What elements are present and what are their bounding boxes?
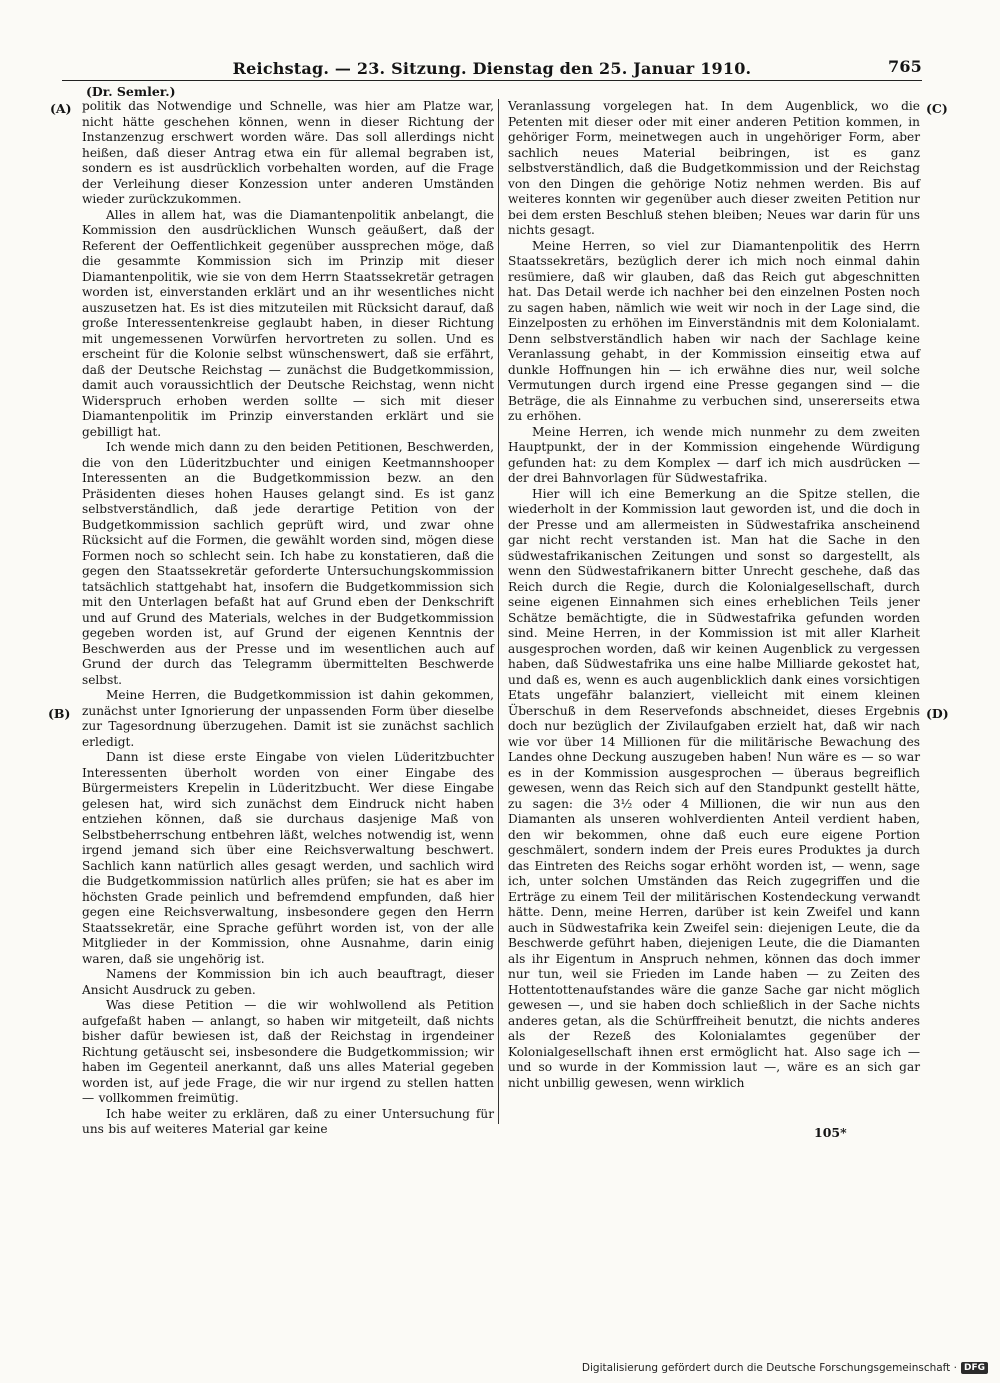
footer-text: Digitalisierung gefördert durch die Deutsche Forschungsgemeinschaft · — [581, 1362, 957, 1374]
paragraph: Alles in allem hat, was die Diamantenpolitik anbelangt, die Kommission den ausdrücklichen Wunsch geäußert, daß der Referent der Oeffentlichkeit gegenüber aussprechen möge, daß die gesammte Kommission sich im Prinzip mit dieser Diamantenpolitik, wie sie von dem Herrn Staatssekretär getragen worden ist, einverstanden erklärt und an ihr wesentliches nicht auszusetzen hat. Es ist dies mitzuteilen mit Rücksicht darauf, daß große Interessentenkreise geglaubt haben, in dieser Richtung mit ungemessenen Vorwürfen hervortreten zu sollen. Und es erscheint für die Kolonie selbst wünschenswert, daß sie erfährt, daß der Deutsche Reichstag — zunächst die Budgetkommission, damit auch voraussichtlich der Deutsche Reichstag, wenn nicht Widerspruch erhoben werden sollte — sich mit dieser Diamantenpolitik im Prinzip einverstanden erklärt und sie gebilligt hat. — [82, 207, 494, 439]
paragraph: Ich wende mich dann zu den beiden Petitionen, Beschwerden, die von den Lüderitzbuchter und einigen Keetmannshooper Interessenten an die Budgetkommission bezw. an den Präsidenten dieses hohen Hauses gelangt sind. Es ist ganz selbstverständlich, daß jede derartige Petition von der Budgetkommission sachlich geprüft wird, und zwar ohne Rücksicht auf die Formen, die gewählt worden sind, mögen diese Formen noch so schlecht sein. Ich habe zu konstatieren, daß die gegen den Staatssekretär geforderte Untersuchungskommission tatsächlich stattgehabt hat, insofern die Budgetkommission sich mit den Unterlagen befaßt hat auf Grund eben der Denkschrift und auf Grund des Materials, welches in der Budgetkommission gegeben worden ist, auf Grund der eigenen Kenntnis der Beschwerden aus der Presse und im wesentlichen auch auf Grund der durch das Telegramm übermittelten Beschwerde selbst. — [82, 440, 495, 687]
column-divider — [498, 99, 499, 1124]
paragraph: Meine Herren, so viel zur Diamantenpolitik des Herrn Staatssekretärs, bezüglich derer ich mich noch einmal dahin resümiere, daß wir glauben, daß das Reich gut abgeschnitten hat. Das Detail werde ich nachher bei den einzelnen Posten noch zu sagen haben, nämlich wie weit wir noch in der Lage sind, die Einzelposten zu erhöhen im Einverständnis mit dem Kolonialamt. Denn selbstverständlich haben wir nach der Sachlage keine Veranlassung gehabt, in der Kommission einseitig etwa auf dunkle Hoffnungen hin — ich erwähne dies nur, weil solche Vermutungen durch irgend eine Presse gegangen sind — die Beträge, die als Einnahme zu verbuchen sind, unsererseits etwa zu erhöhen. — [508, 238, 920, 423]
page-number: 765 — [888, 57, 922, 76]
running-header — [62, 52, 922, 78]
paragraph: Meine Herren, die Budgetkommission ist dahin gekommen, zunächst unter Ignorierung der unpassenden Form über dieselbe zur Tagesordnung überzugehen. Damit ist sie zunächst sachlich erledigt. — [82, 688, 494, 749]
margin-marker-a: (A) — [50, 101, 72, 116]
header-rule — [62, 80, 922, 81]
footer — [582, 1360, 988, 1376]
signature-mark: 105* — [814, 1125, 847, 1140]
margin-marker-c: (C) — [926, 101, 948, 116]
header-title: Reichstag. — 23. Sitzung. Dienstag den 25. Januar 1910. — [232, 59, 752, 78]
paragraph: Meine Herren, ich wende mich nunmehr zu dem zweiten Hauptpunkt, der in der Kommission eingehende Würdigung gefunden hat: zu dem Komplex — darf ich mich ausdrücken — der drei Bahnvorlagen für Südwestafrika. — [508, 424, 920, 485]
right-column — [508, 99, 920, 1124]
speaker-label: (Dr. Semler.) — [86, 84, 176, 99]
paragraph: Was diese Petition — die wir wohlwollend als Petition aufgefaßt haben — anlangt, so haben wir mitgeteilt, daß nichts bisher dafür bewiesen ist, daß der Reichstag in irgendeiner Richtung getäuscht sei, insbesondere die Budgetkommission; wir haben im Gegenteil anerkannt, daß uns alles Material gegeben worden ist, auf jede Frage, die wir nur irgend zu stellen hatten — vollkommen freimütig. — [82, 998, 494, 1105]
margin-marker-d: (D) — [926, 706, 949, 721]
paragraph: Hier will ich eine Bemerkung an die Spitze stellen, die wiederholt in der Kommission laut geworden ist, und die doch in der Presse und am allermeisten in Südwestafrika anscheinend gar nicht recht verstanden ist. Man hat die Sache in den südwestafrikanischen Zeitungen und sonst so dargestellt, als wenn den Südwestafrikanern bitter Unrecht geschehe, daß das Reich durch die Regie, durch die Kolonialgesellschaft, durch seine eigenen Einnahmen sich eines erheblichen Teils jener Schätze bemächtigte, die in Südwestafrika gefunden worden sind. Meine Herren, in der Kommission ist mit aller Klarheit ausgesprochen worden, daß wir keinen Augenblick zu vergessen haben, daß Südwestafrika uns eine halbe Milliarde gekostet hat, und daß es, wenn es auch augenblicklich dank eines vorsichtigen Etats ungefähr balanziert, vielleicht mit einem kleinen Überschuß in dem Reservefonds abschneidet, dieses Ergebnis doch nur bezüglich der Zivilaufgaben erzielt hat, daß wir nach wie vor über 14 Millionen für die militärische Bewachung des Landes ohne Deckung auszugeben haben! Nun wäre es — so war es in der Kommission ausgesprochen — überaus begreiflich gewesen, wenn das Reich sich auf den Standpunkt gestellt hätte, zu sagen: die 3½ oder 4 Millionen, die wir nun aus den Diamanten als unseren wohlverdienten Anteil verdient haben, den wir bekommen, ohne daß euch eure eigene Portion geschmälert, sondern indem der Preis eures Produktes ja durch das Eintreten des Reichs sogar erhöht worden ist, — wenn, sage ich, unter solchen Umständen das Reich zugegriffen und die Erträge zu einem Teil der militärischen Kostendeckung verwandt hätte. Denn, meine Herren, darüber ist kein Zweifel und kann auch in Südwestafrika kein Zweifel sein: diejenigen Leute, die da Beschwerde geführt haben, diejenigen Leute, die die Diamanten als ihr Eigentum in Anspruch nehmen, können das doch immer nur tun, weil sie Frieden im Lande haben — zu Zeiten des Hottentottenaufstandes wäre die ganze Sache gar nicht möglich gewesen —, und sie haben doch schließlich in der Sache nichts anderes getan, als die Schürffreiheit benutzt, die nichts anderes als der Rezeß des Kolonialamtes gegenüber der Kolonialgesellschaft ihnen erst ermöglicht hat. Also sage ich — und so wurde in der Kommission laut —, wäre es an sich gar nicht unbillig gewesen, wenn wirklich — [508, 486, 920, 1090]
paragraph: Dann ist diese erste Eingabe von vielen Lüderitzbuchter Interessenten überholt worden von einer Eingabe des Bürgermeisters Krepelin in Lüderitzbucht. Wer diese Eingabe gelesen hat, wird sich zunächst dem Eindruck nicht haben entziehen können, daß sie durchaus dasjenige Maß von Selbstbeherrschung entbehren läßt, welches notwendig ist, wenn irgend jemand sich über eine Reichsverwaltung beschwert. Sachlich kann natürlich alles gesagt werden, und sachlich wird die Budgetkommission natürlich alles prüfen; sie hat es aber im höchsten Grade peinlich und befremdend empfunden, daß hier gegen eine Reichsverwaltung, insbesondere gegen den Herrn Staatssekretär, eine Sprache geführt worden ist, von der alle Mitglieder in der Kommission, ohne Ausnahme, darin einig waren, daß sie ungehörig ist. — [82, 750, 494, 966]
paragraph: Ich habe weiter zu erklären, daß zu einer Untersuchung für uns bis auf weiteres Material gar keine — [82, 1106, 494, 1136]
paragraph: Namens der Kommission bin ich auch beauftragt, dieser Ansicht Ausdruck zu geben. — [82, 967, 494, 997]
paragraph: politik das Notwendige und Schnelle, was hier am Platze war, nicht hätte geschehen können, wenn in dieser Richtung der Instanzenzug erschwert worden wäre. Das soll allerdings nicht heißen, daß dieser Antrag etwa ein für allemal begraben ist, sondern es ist ausdrücklich vorbehalten worden, auf die Frage der Verleihung dieser Konzession unter anderen Umständen wieder zurückzukommen. — [82, 99, 494, 206]
margin-marker-b: (B) — [48, 706, 71, 721]
left-column — [82, 99, 495, 1136]
dfg-logo: DFG — [961, 1362, 988, 1374]
paragraph: Veranlassung vorgelegen hat. In dem Augenblick, wo die Petenten mit dieser oder mit einer anderen Petition kommen, in gehöriger Form, meinetwegen auch in ungehöriger Form, aber sachlich neues Material beibringen, ist es ganz selbstverständlich, daß die Budgetkommission und der Reichstag von den Dingen die gehörige Notiz nehmen werden. Bis auf weiteres konnten wir gegenüber auch dieser zweiten Petition nur bei dem ersten Beschluß stehen bleiben; Neues war darin für uns nichts gesagt. — [508, 99, 920, 237]
